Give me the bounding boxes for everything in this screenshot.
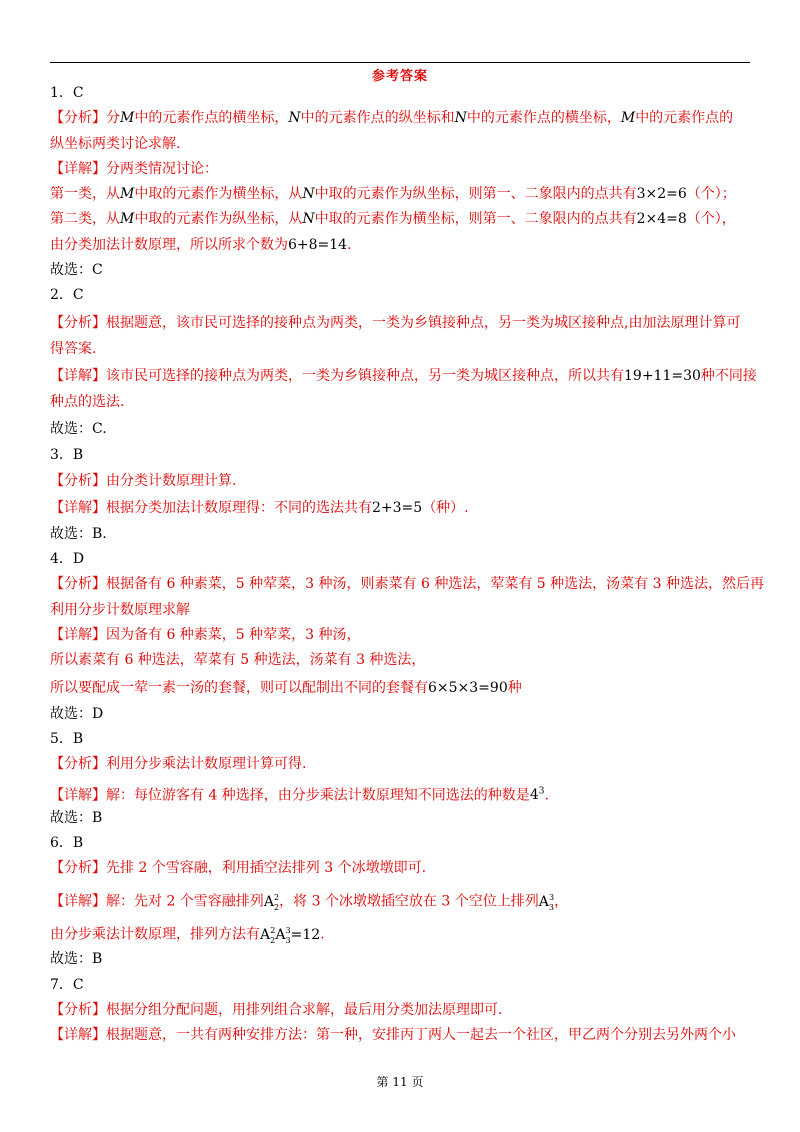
text: 中取的元素作为纵坐标，从	[134, 211, 303, 228]
text: 中取的元素作为横坐标，从	[134, 186, 303, 203]
text: 因为备有 6 种素菜，5 种荤菜，3 种汤，	[106, 627, 361, 644]
detail-line	[50, 362, 757, 390]
text: 由分步乘法计数原理，排列方法有	[50, 927, 260, 944]
math-sup: 2	[270, 926, 276, 936]
answer-number: 7．C	[50, 976, 84, 993]
text: 第二类，从	[50, 211, 120, 228]
math-var: M	[620, 110, 636, 127]
text: .	[347, 236, 352, 253]
permutation-expression: $A_3^3$	[538, 893, 555, 912]
math-expression: 3×2=6	[636, 186, 687, 203]
choice-line: 故选：C	[50, 262, 103, 279]
text: 根据备有 6 种素菜，5 种荤菜，3 种汤，则素菜有 6 种选法，荤菜有 5 种选法，汤菜有 3 种选法，然后再	[106, 576, 764, 593]
analysis-line	[50, 856, 750, 881]
detail-line	[50, 778, 750, 806]
text: 该市民可选择的接种点为两类，一类为乡镇接种点，另一类为城区接种点，所以共有	[106, 367, 624, 384]
answer-number: 2．C	[50, 287, 84, 304]
math-var: M	[120, 110, 135, 127]
text: 解：先对 2 个雪容融排列	[106, 894, 264, 911]
choice-line: 故选：D	[50, 705, 104, 722]
text: 所以要配成一荤一素一汤的套餐，则可以配制出不同的套餐有	[50, 679, 428, 696]
analysis-line	[50, 572, 764, 597]
page-footer: 第 11 页	[376, 1075, 424, 1089]
text: 由分类计数原理计算.	[106, 472, 237, 489]
detail-line	[50, 623, 750, 648]
math-sup: 3	[285, 926, 291, 936]
text: 解：每位游客有 4 种选择，由分步乘法计数原理知不同选法的种数是	[106, 787, 530, 804]
text: 种不同接	[700, 367, 757, 384]
text: 种	[507, 679, 522, 696]
text: 先排 2 个雪容融，利用插空法排列 3 个冰墩墩即可.	[106, 860, 427, 877]
text: ，	[554, 894, 569, 911]
math-var: N	[454, 110, 467, 127]
analysis-tag: 【分析】	[50, 860, 106, 877]
choice-line: 故选：C.	[50, 421, 107, 438]
detail-line: 所以素菜有 6 种选法，荤菜有 5 种选法，汤菜有 3 种选法，	[50, 652, 426, 669]
analysis-line-cont: 得答案.	[50, 340, 97, 357]
text: ，将 3 个冰墩墩插空放在 3 个空位上排列	[279, 894, 539, 911]
text: 根据分类加法计数原理得：不同的选法共有	[106, 499, 372, 516]
text: 根据分组分配问题，用排列组合求解，最后用分类加法原理即可.	[106, 1002, 503, 1019]
permutation-expression: $A_2^2$	[263, 893, 280, 912]
text: 中的元素作点的纵坐标和	[300, 110, 455, 127]
analysis-line-cont: 纵坐标两类讨论求解.	[50, 135, 181, 152]
answer-number: 6．B	[50, 834, 84, 851]
detail-line	[50, 157, 750, 182]
analysis-line	[50, 106, 750, 131]
choice-line: 故选：B	[50, 809, 103, 826]
choice-line: 故选：B	[50, 951, 103, 968]
answer-number: 4．D	[50, 551, 85, 568]
math-var: M	[120, 211, 135, 228]
detail-tag: 【详解】	[50, 627, 106, 644]
text: 由分类加法计数原理，所以所求个数为	[50, 236, 288, 253]
detail-line	[50, 674, 750, 702]
text: （个），	[686, 211, 736, 228]
answer-number: 1．C	[50, 85, 84, 101]
math-tail: =12	[290, 927, 321, 944]
text: 根据题意，一共有两种安排方法：第一种，安排丙丁两人一起去一个社区，甲乙两个分别去另外两个小	[106, 1027, 736, 1044]
detail-tag: 【详解】	[50, 160, 106, 177]
text: （种）.	[422, 499, 469, 516]
detail-tag: 【详解】	[50, 894, 106, 911]
math-expression: 6×5×3=90	[428, 679, 508, 696]
answer-number: 3．B	[50, 447, 84, 464]
math-sub: 3	[285, 935, 291, 945]
answer-number: 5．B	[50, 730, 84, 747]
math-expression	[530, 787, 545, 803]
choice-line: 故选：B.	[50, 525, 107, 542]
analysis-line-cont: 利用分步计数原理求解	[50, 601, 190, 618]
text: 分	[106, 110, 120, 127]
detail-line	[50, 881, 750, 915]
text: 第一类，从	[50, 186, 120, 203]
math-var: N	[288, 110, 301, 127]
detail-line-cont: 种点的选法.	[50, 393, 125, 410]
analysis-line	[50, 309, 750, 337]
analysis-tag: 【分析】	[50, 756, 106, 773]
detail-line	[50, 207, 750, 232]
math-expression: 2+3=5	[372, 499, 423, 516]
analysis-line	[50, 998, 750, 1023]
text: 根据题意，该市民可选择的接种点为两类，一类为乡镇接种点，另一类为城区接种点,由加法原理计算可	[106, 314, 741, 331]
analysis-tag: 【分析】	[50, 314, 106, 331]
text: （个）；	[686, 186, 736, 203]
analysis-tag: 【分析】	[50, 576, 106, 593]
detail-tag: 【详解】	[50, 367, 106, 384]
analysis-line	[50, 752, 750, 777]
math-expression: 2×4=8	[636, 211, 687, 228]
permutation-expression: $A_2^2A_3^3=12$	[260, 926, 321, 945]
math-var: N	[302, 211, 315, 228]
math-sub: 3	[548, 902, 554, 912]
text: 分两类情况讨论：	[106, 160, 218, 177]
detail-line	[50, 233, 750, 258]
detail-line	[50, 182, 750, 207]
answer-content	[50, 81, 764, 1049]
math-sub: 2	[273, 902, 280, 912]
detail-tag: 【详解】	[50, 1027, 106, 1044]
math-var: M	[120, 186, 135, 203]
text: 利用分步乘法计数原理计算可得.	[106, 756, 307, 773]
text: .	[544, 787, 549, 804]
text: 中的元素作点的	[635, 110, 734, 127]
text: 中的元素作点的横坐标，	[134, 110, 289, 127]
detail-line	[50, 494, 750, 522]
math-base: 4	[529, 787, 539, 804]
text: 中取的元素作为横坐标，则第一、二象限内的点共有	[314, 211, 637, 228]
page-title: 参考答案	[371, 69, 428, 84]
analysis-line	[50, 469, 750, 494]
detail-line	[50, 915, 750, 947]
detail-tag: 【详解】	[50, 499, 106, 516]
detail-line	[50, 1023, 750, 1048]
text: 中取的元素作为纵坐标，则第一、二象限内的点共有	[314, 186, 637, 203]
analysis-tag: 【分析】	[50, 1002, 106, 1019]
math-var: N	[302, 186, 315, 203]
header-rule	[50, 62, 750, 63]
math-expression: 19+11=30	[624, 367, 701, 384]
analysis-tag: 【分析】	[50, 110, 106, 127]
text: .	[320, 927, 325, 944]
math-sup: 2	[274, 893, 280, 903]
math-expression: 6+8=14	[288, 236, 348, 253]
analysis-tag: 【分析】	[50, 472, 106, 489]
math-sup: 3	[548, 893, 555, 903]
text: 中的元素作点的横坐标，	[466, 110, 621, 127]
math-exponent: 3	[538, 786, 545, 797]
detail-tag: 【详解】	[50, 787, 106, 804]
math-sub: 2	[270, 935, 276, 945]
